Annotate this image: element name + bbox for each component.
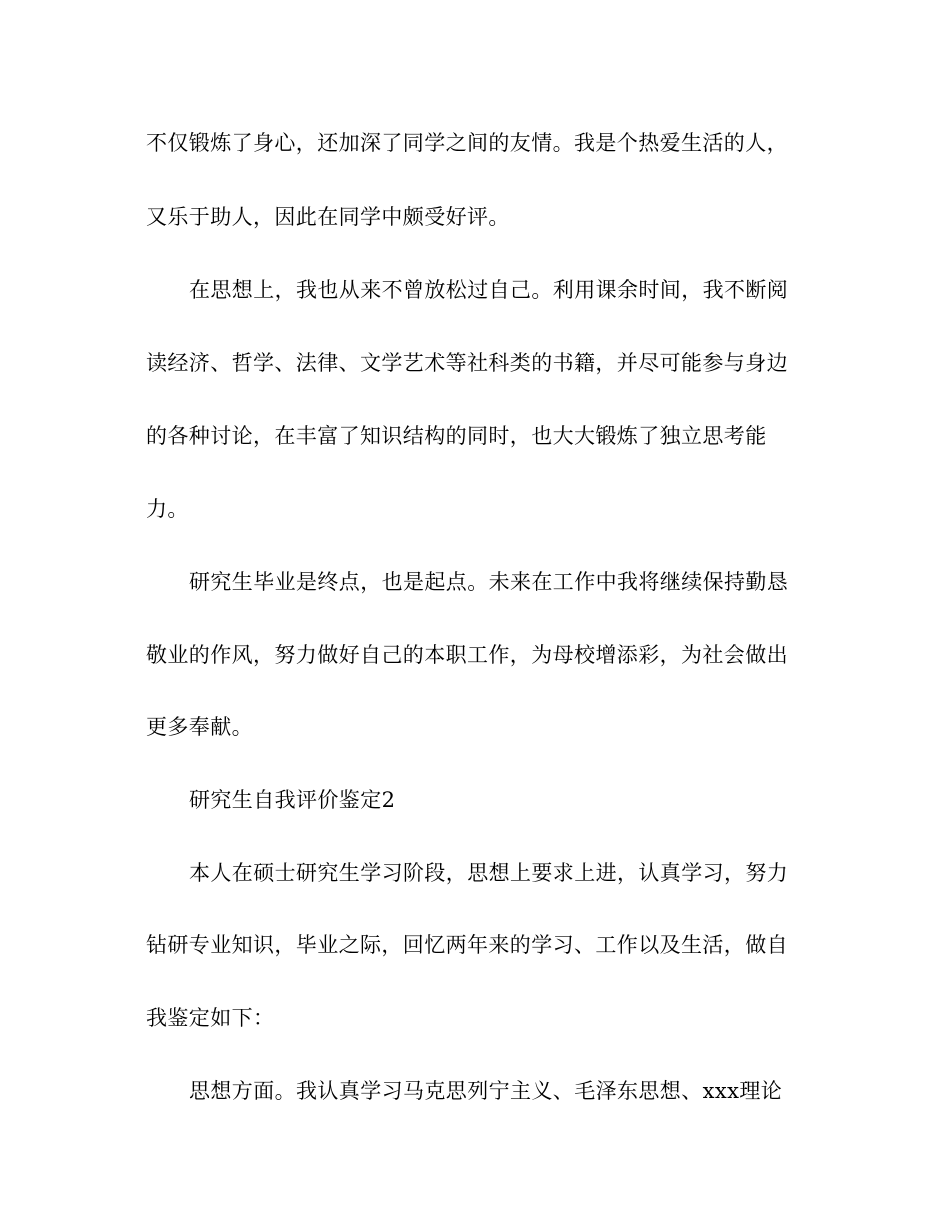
section-heading: 研究生自我评价鉴定2 xyxy=(189,788,396,812)
text-line: 不仅锻炼了身心，还加深了同学之间的友情。我是个热爱生活的人， xyxy=(146,131,788,155)
text-line: 我鉴定如下： xyxy=(146,1006,275,1030)
paragraph-start-line: 本人在硕士研究生学习阶段，思想上要求上进，认真学习，努力 xyxy=(189,861,789,885)
paragraph-start-line: 研究生毕业是终点，也是起点。未来在工作中我将继续保持勤恳 xyxy=(189,570,789,594)
text-line: 更多奉献。 xyxy=(146,715,253,739)
paragraph-start-line: 思想方面。我认真学习马克思列宁主义、毛泽东思想、xxx理论 xyxy=(189,1079,783,1103)
text-line: 钻研专业知识，毕业之际，回忆两年来的学习、工作以及生活，做自 xyxy=(146,933,788,957)
paragraph-start-line: 在思想上，我也从来不曾放松过自己。利用课余时间，我不断阅 xyxy=(189,278,789,302)
text-line: 又乐于助人，因此在同学中颇受好评。 xyxy=(146,205,510,229)
text-line: 力。 xyxy=(146,497,189,521)
text-line: 读经济、哲学、法律、文学艺术等社科类的书籍，并尽可能参与身边 xyxy=(146,351,788,375)
text-line: 的各种讨论，在丰富了知识结构的同时，也大大锻炼了独立思考能 xyxy=(146,424,767,448)
text-line: 敬业的作风，努力做好自己的本职工作，为母校增添彩，为社会做出 xyxy=(146,643,788,667)
